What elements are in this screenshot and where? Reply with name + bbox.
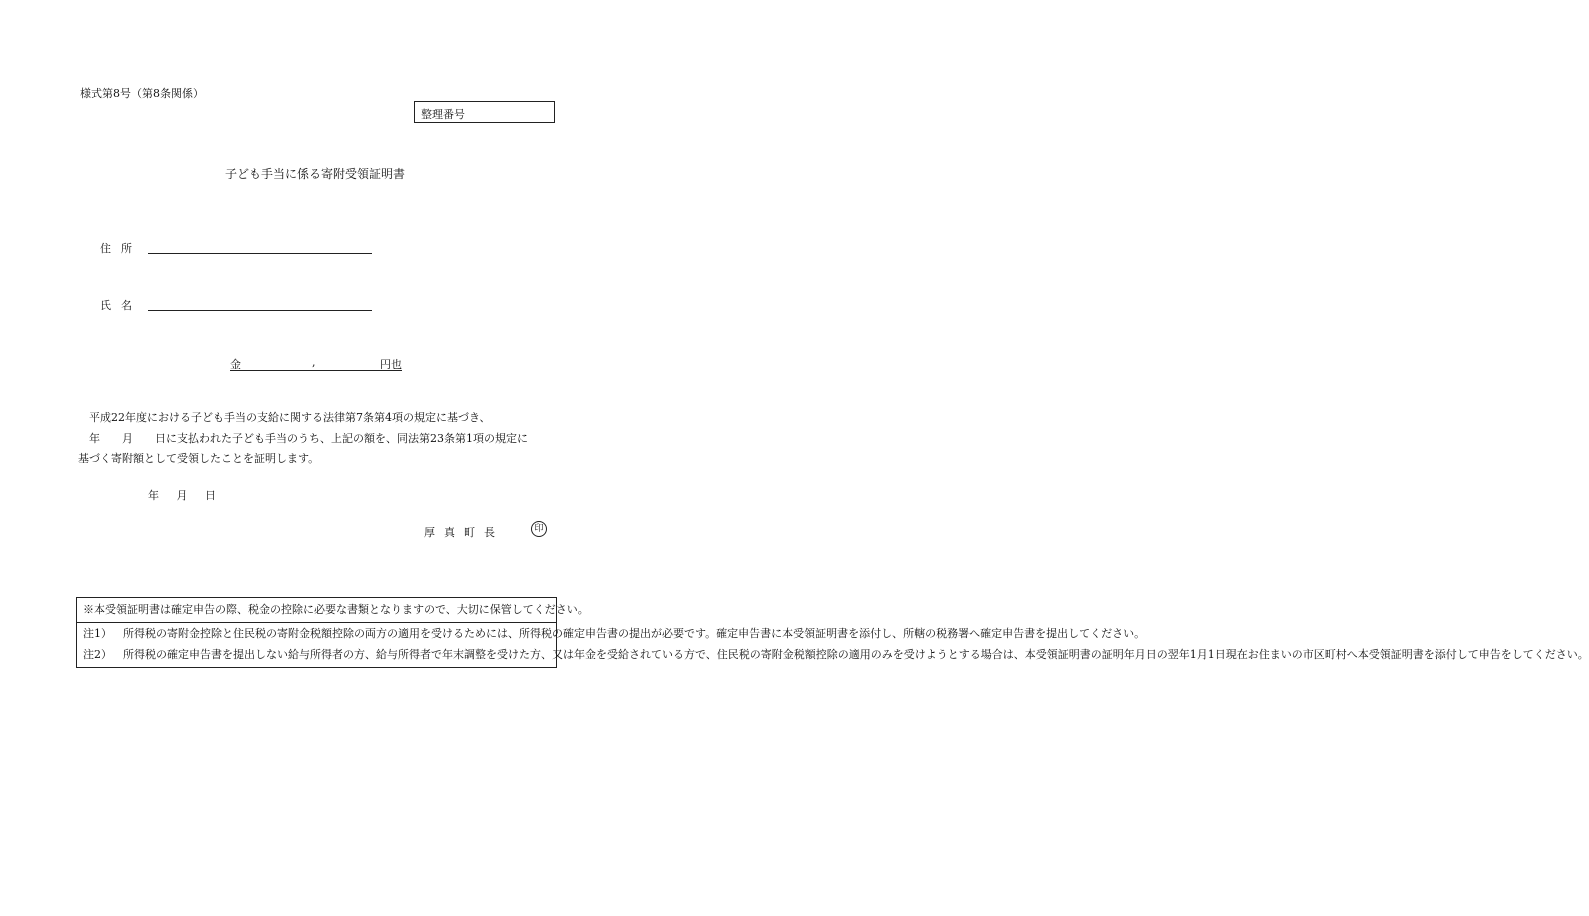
body-line-2: 年 月 日に支払われた子ども手当のうち、上記の額を、同法第23条第1項の規定に — [89, 431, 528, 445]
address-line — [148, 253, 372, 254]
amount-line — [230, 356, 402, 371]
note-item — [77, 644, 1589, 668]
notes-box — [76, 597, 1589, 668]
body-line-3: 基づく寄附額として受領したことを証明します。 — [78, 452, 320, 465]
note-label: 注2） — [83, 647, 112, 661]
note-text: 所得税の確定申告書を提出しない給与所得者の方、給与所得者で年末調整を受けた方、又は年金を受給されている方で、住民税の寄附金税額控除の適用のみを受けようとする場合は、本受領証明書の証明年月日の翌年1月1日現在お住まいの市区町村へ本受領証明書を添付して申告をしてください。 — [123, 647, 1589, 661]
note-label: 注1） — [83, 627, 112, 640]
amount-separator: , — [312, 356, 316, 369]
note-text: 所得税の寄附金控除と住民税の寄附金税額控除の両方の適用を受けるためには、所得税の確定申告書の提出が必要です。確定申告書に本受領証明書を添付し、所轄の税務署へ確定申告書を提出してください。 — [123, 627, 1146, 640]
name-label: 氏名 — [100, 299, 142, 312]
issuer-name: 厚真町長 — [424, 526, 504, 539]
amount-prefix: 金 — [230, 358, 241, 371]
note-item — [77, 623, 1146, 644]
body-line-1: 平成22年度における子ども手当の支給に関する法律第7条第4項の規定に基づき、 — [89, 411, 491, 424]
note-main: ※本受領証明書は確定申告の際、税金の控除に必要な書類となりますので、大切に保管してください。 — [77, 598, 556, 623]
seal-icon: 印 — [531, 521, 547, 537]
document-title: 子ども手当に係る寄附受領証明書 — [224, 167, 405, 181]
reference-number-label: 整理番号 — [421, 108, 465, 121]
name-line — [148, 310, 372, 311]
reference-number-box — [414, 101, 555, 123]
form-number-label: 様式第8号（第8条関係） — [80, 87, 204, 100]
certification-text — [78, 408, 556, 470]
amount-suffix: 円也 — [380, 358, 402, 371]
issue-date: 年 月 日 — [148, 489, 216, 502]
address-label: 住所 — [100, 242, 142, 255]
